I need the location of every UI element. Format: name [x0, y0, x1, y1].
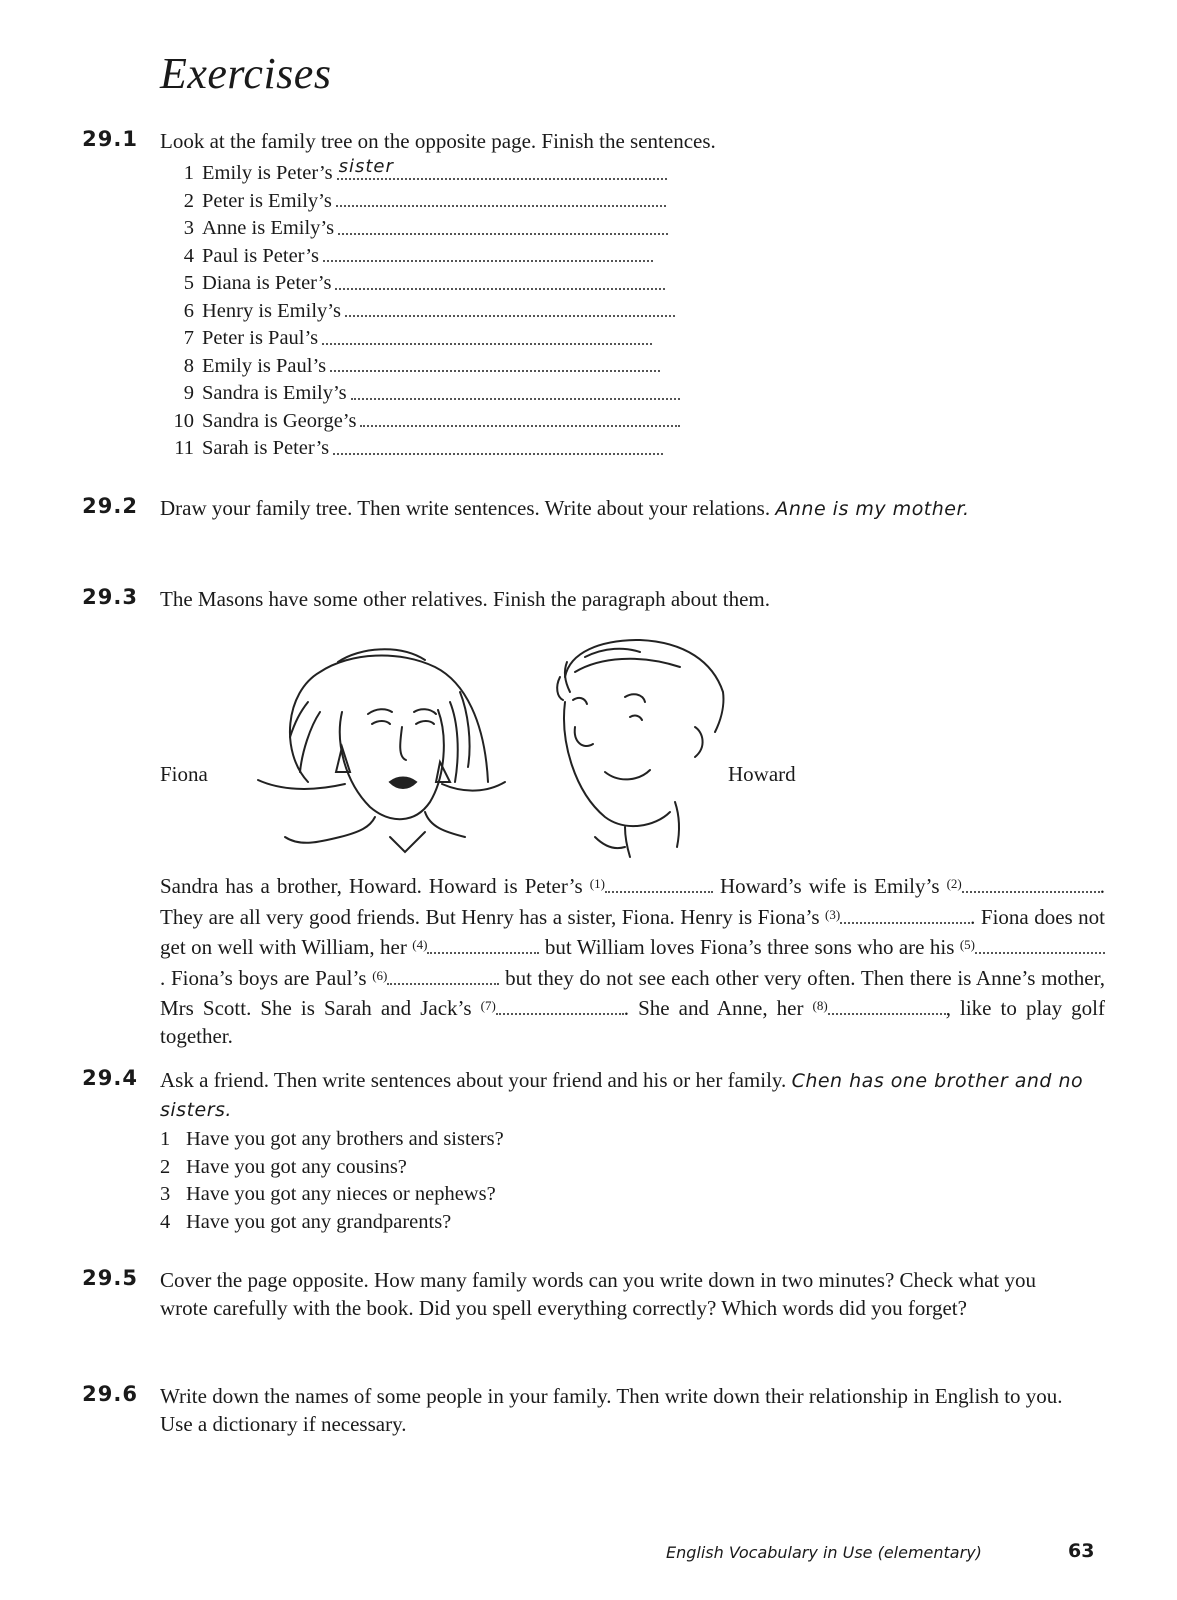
fiona-portrait-illustration — [250, 632, 520, 862]
item-text: Sandra is George’s — [202, 409, 357, 432]
paragraph-text: but they do not see each other very often. Then there is Anne’s mother, Mrs Scott. She is Sarah and Jack’s — [160, 965, 1105, 1020]
exercise-number-29-4: 29.4 — [82, 1066, 138, 1090]
answer-blank[interactable] — [335, 270, 665, 290]
gap-blank[interactable] — [828, 999, 946, 1015]
paragraph-text: . They are all very good friends. But Henry has a sister, Fiona. Henry is Fiona’s — [160, 874, 1105, 929]
list-item — [160, 1181, 504, 1209]
answer-blank[interactable] — [333, 435, 663, 455]
list-item — [160, 156, 680, 188]
exercise-number-29-3: 29.3 — [82, 585, 138, 609]
exercise-instruction-29-1: Look at the family tree on the opposite page. Finish the sentences. — [160, 129, 716, 153]
exercise-number-29-2: 29.2 — [82, 494, 138, 518]
item-number: 1 — [183, 162, 194, 184]
item-text: Diana is Peter’s — [202, 272, 332, 294]
paragraph-text: Sandra has a brother, Howard. Howard is Peter’s — [160, 874, 590, 898]
page-title: Exercises — [160, 49, 332, 98]
list-item — [160, 1154, 504, 1182]
list-item — [160, 325, 680, 353]
answer-blank[interactable] — [336, 188, 666, 208]
exercise-instruction-29-2 — [160, 494, 1040, 523]
item-text: Sarah is Peter’s — [202, 437, 330, 459]
item-number: 3 — [183, 217, 194, 239]
answer-blank[interactable] — [330, 353, 660, 373]
list-item — [160, 215, 680, 243]
gap-number: (3) — [825, 906, 841, 922]
fiona-label: Fiona — [160, 762, 208, 786]
item-number: 4 — [183, 244, 194, 267]
gap-number: (7) — [480, 998, 496, 1013]
howard-label: Howard — [728, 762, 796, 786]
paragraph-text: . She and Anne, her — [623, 996, 813, 1020]
gap-blank[interactable] — [605, 877, 713, 893]
gap-number: (4) — [412, 937, 428, 952]
gap-blank[interactable] — [962, 877, 1100, 893]
exercise-number-29-5: 29.5 — [82, 1266, 138, 1290]
gap-blank[interactable] — [427, 938, 539, 954]
list-item — [160, 408, 680, 436]
answer-blank[interactable] — [351, 380, 680, 400]
answer-blank[interactable] — [323, 243, 653, 263]
instruction-text: Ask a friend. Then write sentences about your friend and his or her family. — [160, 1068, 787, 1092]
item-number: 2 — [183, 189, 194, 212]
exercise-instruction-29-5: Cover the page opposite. How many family words can you write down in two minutes? Check what you wrote carefully with the book. Did you spell everything correctly? Which words did you forget? — [160, 1268, 1036, 1320]
item-number: 7 — [183, 327, 194, 349]
exercise-instruction-29-4 — [160, 1066, 1090, 1124]
item-number: 1 — [160, 1128, 171, 1150]
gap-blank[interactable] — [387, 969, 499, 985]
item-text: Anne is Emily’s — [202, 217, 335, 239]
gap-number: (2) — [946, 876, 962, 891]
item-text: Have you got any nieces or nephews? — [186, 1183, 496, 1205]
paragraph-text: . Fiona does not get on well with William, her — [160, 904, 1105, 959]
item-text: Paul is Peter’s — [202, 244, 319, 267]
gap-number: (6) — [372, 967, 388, 983]
list-item — [160, 1126, 504, 1154]
gap-blank[interactable] — [496, 999, 624, 1015]
gap-blank[interactable] — [975, 938, 1105, 954]
answer-blank[interactable] — [338, 215, 668, 235]
paragraph-text: . Fiona’s boys are Paul’s — [160, 965, 373, 990]
item-text: Peter is Paul’s — [202, 327, 319, 349]
answer-blank[interactable] — [337, 156, 667, 180]
gap-blank[interactable] — [840, 908, 970, 924]
list-item — [160, 353, 680, 381]
item-text: Have you got any brothers and sisters? — [186, 1128, 504, 1150]
exercise-instruction-29-3: The Masons have some other relatives. Finish the paragraph about them. — [160, 587, 771, 611]
exercise-number-29-6: 29.6 — [82, 1382, 138, 1406]
item-number: 11 — [174, 437, 194, 459]
item-number: 3 — [160, 1183, 171, 1205]
item-text: Have you got any cousins? — [186, 1155, 407, 1178]
handwritten-example: Anne is my mother. — [775, 498, 970, 520]
relatives-paragraph — [160, 870, 1105, 1050]
list-item — [160, 1209, 504, 1237]
gap-number: (8) — [812, 998, 828, 1013]
book-title-footer: English Vocabulary in Use (elementary) — [666, 1543, 982, 1562]
item-number: 8 — [183, 354, 194, 377]
instruction-text: Draw your family tree. Then write sentences. Write about your relations. — [160, 496, 771, 520]
item-number: 5 — [183, 272, 194, 294]
item-number: 4 — [160, 1210, 171, 1233]
handwritten-answer: sister — [338, 156, 394, 177]
list-item — [160, 298, 680, 326]
howard-portrait-illustration — [545, 632, 745, 862]
handwritten-example: Chen has one brother and no sisters. — [160, 1070, 1084, 1121]
exercise-number-29-1: 29.1 — [82, 127, 138, 151]
paragraph-text: Howard’s wife is Emily’s — [712, 874, 947, 898]
item-number: 9 — [183, 382, 194, 404]
item-text: Emily is Peter’s — [202, 162, 333, 184]
item-text: Peter is Emily’s — [202, 189, 332, 212]
list-item — [160, 188, 680, 216]
list-item — [160, 380, 680, 408]
item-number: 2 — [160, 1155, 171, 1178]
list-item — [160, 270, 680, 298]
question-list-29-4 — [160, 1126, 504, 1236]
paragraph-text: but William loves Fiona’s three sons who are his — [539, 935, 960, 959]
item-text: Emily is Paul’s — [202, 354, 327, 377]
gap-number: (5) — [959, 937, 975, 952]
answer-blank[interactable] — [322, 325, 652, 345]
list-item — [160, 243, 680, 271]
sentence-list-29-1 — [160, 156, 680, 463]
paragraph-text: , like to play golf together. — [160, 996, 1105, 1048]
list-item — [160, 435, 680, 463]
exercise-instruction-29-6: Write down the names of some people in your family. Then write down their relationship in English to you. Use a dictionary if necessary. — [160, 1384, 1063, 1436]
item-text: Sandra is Emily’s — [202, 382, 347, 404]
item-text: Have you got any grandparents? — [186, 1210, 452, 1233]
item-number: 10 — [173, 409, 194, 432]
answer-blank[interactable] — [360, 408, 680, 428]
item-number: 6 — [183, 299, 194, 322]
page-number: 63 — [1068, 1540, 1095, 1562]
gap-number: (1) — [589, 876, 605, 891]
answer-blank[interactable] — [345, 298, 675, 318]
item-text: Henry is Emily’s — [202, 299, 341, 322]
